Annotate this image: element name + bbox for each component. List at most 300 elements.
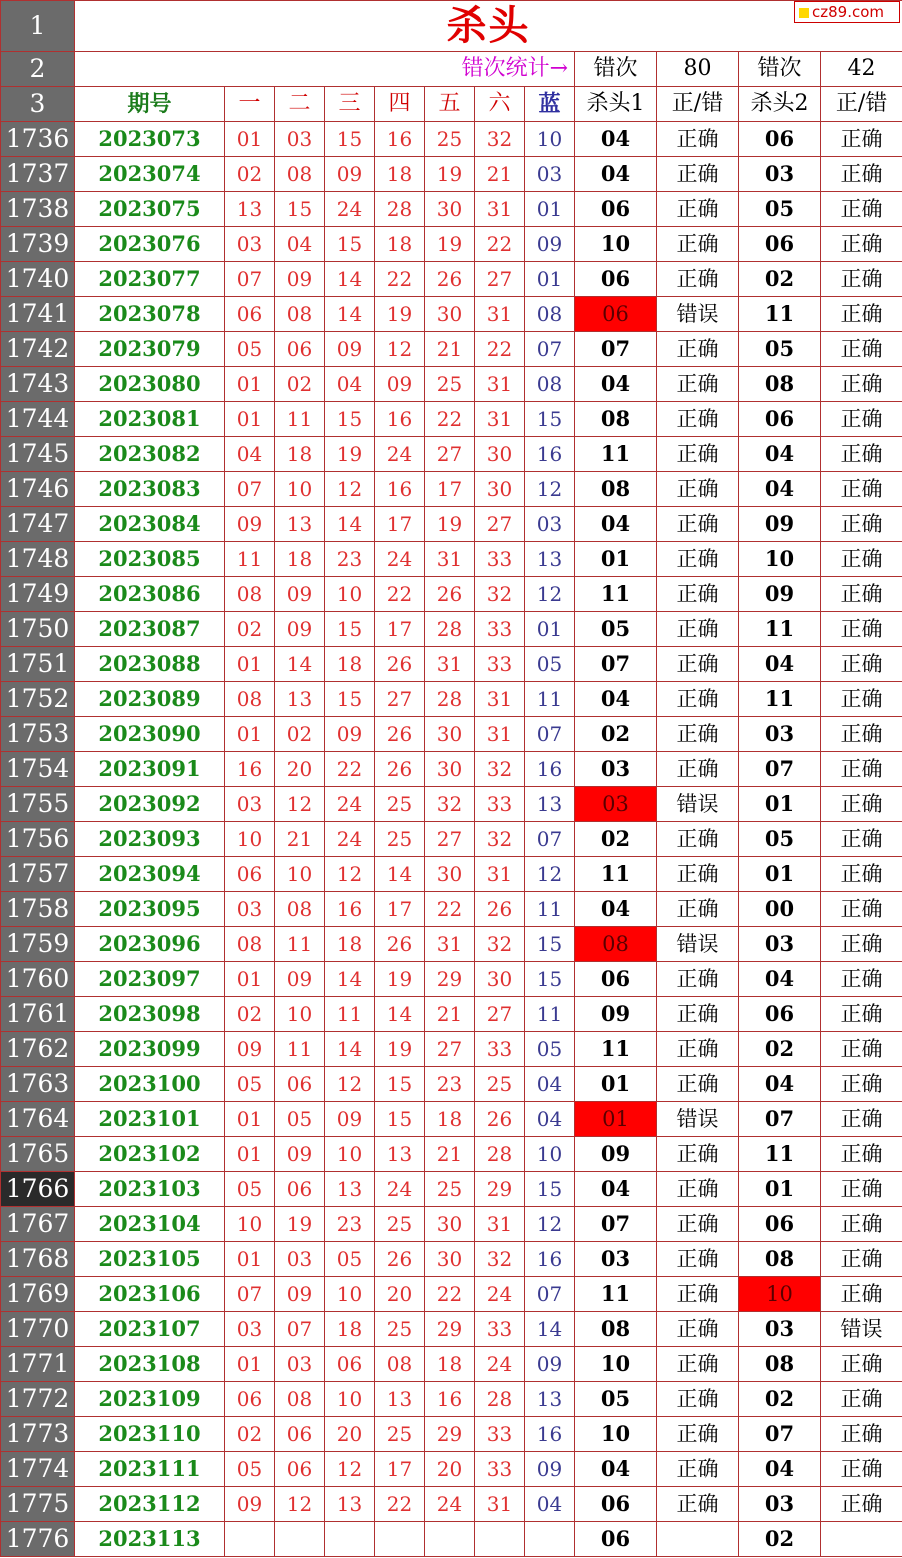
ball-cell[interactable]: 18	[325, 1312, 375, 1347]
ball-cell[interactable]: 21	[425, 997, 475, 1032]
ball-cell[interactable]: 28	[475, 1137, 525, 1172]
ball-cell[interactable]: 18	[425, 1102, 475, 1137]
period-cell[interactable]: 2023090	[75, 717, 225, 752]
period-cell[interactable]: 2023086	[75, 577, 225, 612]
ball-cell[interactable]: 27	[425, 1032, 475, 1067]
ball-cell[interactable]: 32	[475, 1242, 525, 1277]
ball-cell[interactable]: 09	[225, 507, 275, 542]
ball-cell[interactable]: 01	[225, 1242, 275, 1277]
kill-1-cell[interactable]: 04	[575, 122, 657, 157]
ball-cell[interactable]: 10	[325, 1382, 375, 1417]
kill-1-cell[interactable]: 08	[575, 1312, 657, 1347]
blue-ball-cell[interactable]: 16	[525, 752, 575, 787]
result-2-cell[interactable]: 正确	[821, 122, 902, 157]
ball-cell[interactable]: 33	[475, 1452, 525, 1487]
ball-cell[interactable]: 18	[375, 157, 425, 192]
kill-1-cell[interactable]: 01	[575, 1067, 657, 1102]
header-blue-ball[interactable]: 蓝	[525, 87, 575, 122]
kill-2-cell[interactable]: 05	[739, 192, 821, 227]
ball-cell[interactable]: 04	[275, 227, 325, 262]
ball-cell[interactable]: 30	[425, 857, 475, 892]
result-2-cell[interactable]: 正确	[821, 1207, 902, 1242]
ball-cell[interactable]: 13	[275, 507, 325, 542]
ball-cell[interactable]: 19	[425, 157, 475, 192]
result-1-cell[interactable]: 正确	[657, 1487, 739, 1522]
ball-cell[interactable]: 33	[475, 612, 525, 647]
ball-cell[interactable]: 08	[225, 927, 275, 962]
ball-cell[interactable]: 18	[275, 437, 325, 472]
ball-cell[interactable]: 08	[275, 157, 325, 192]
period-cell[interactable]: 2023082	[75, 437, 225, 472]
ball-cell[interactable]: 31	[475, 682, 525, 717]
ball-cell[interactable]: 03	[225, 1312, 275, 1347]
ball-cell[interactable]: 08	[375, 1347, 425, 1382]
period-cell[interactable]: 2023079	[75, 332, 225, 367]
ball-cell[interactable]: 06	[325, 1347, 375, 1382]
kill-2-cell[interactable]: 01	[739, 787, 821, 822]
result-1-cell[interactable]: 正确	[657, 1207, 739, 1242]
blue-ball-cell[interactable]: 08	[525, 297, 575, 332]
ball-cell[interactable]: 28	[375, 192, 425, 227]
ball-cell[interactable]: 01	[225, 647, 275, 682]
row-number[interactable]: 1745	[1, 437, 75, 472]
result-2-cell[interactable]: 正确	[821, 297, 902, 332]
period-cell[interactable]: 2023095	[75, 892, 225, 927]
ball-cell[interactable]: 28	[475, 1382, 525, 1417]
kill-1-cell[interactable]: 06	[575, 962, 657, 997]
kill-1-cell[interactable]: 03	[575, 752, 657, 787]
result-1-cell[interactable]: 正确	[657, 1067, 739, 1102]
kill-2-cell[interactable]: 06	[739, 402, 821, 437]
kill-2-cell[interactable]: 04	[739, 962, 821, 997]
ball-cell[interactable]: 33	[475, 1032, 525, 1067]
ball-cell[interactable]: 01	[225, 1102, 275, 1137]
blue-ball-cell[interactable]: 01	[525, 262, 575, 297]
kill-1-cell[interactable]: 06	[575, 262, 657, 297]
kill-1-cell[interactable]: 06	[575, 1487, 657, 1522]
result-2-cell[interactable]: 正确	[821, 1032, 902, 1067]
result-1-cell[interactable]: 正确	[657, 1382, 739, 1417]
kill-2-cell[interactable]: 07	[739, 1102, 821, 1137]
period-cell[interactable]: 2023081	[75, 402, 225, 437]
header-ball-2[interactable]: 二	[275, 87, 325, 122]
blue-ball-cell[interactable]: 13	[525, 1382, 575, 1417]
blue-ball-cell[interactable]: 07	[525, 1277, 575, 1312]
result-1-cell[interactable]: 正确	[657, 437, 739, 472]
ball-cell[interactable]: 27	[375, 682, 425, 717]
ball-cell[interactable]: 10	[225, 1207, 275, 1242]
kill-2-cell[interactable]: 06	[739, 122, 821, 157]
kill-2-cell[interactable]: 01	[739, 1172, 821, 1207]
ball-cell[interactable]: 07	[275, 1312, 325, 1347]
row-number[interactable]: 1768	[1, 1242, 75, 1277]
kill-1-cell[interactable]: 08	[575, 472, 657, 507]
ball-cell[interactable]: 07	[225, 1277, 275, 1312]
kill-2-cell[interactable]: 06	[739, 227, 821, 262]
ball-cell[interactable]: 13	[325, 1172, 375, 1207]
ball-cell[interactable]: 01	[225, 962, 275, 997]
ball-cell[interactable]: 31	[475, 1487, 525, 1522]
ball-cell[interactable]: 11	[325, 997, 375, 1032]
ball-cell[interactable]: 25	[475, 1067, 525, 1102]
result-2-cell[interactable]: 正确	[821, 402, 902, 437]
header-ball-4[interactable]: 四	[375, 87, 425, 122]
ball-cell[interactable]: 30	[425, 717, 475, 752]
result-2-cell[interactable]	[821, 1522, 902, 1557]
kill-2-cell[interactable]: 09	[739, 577, 821, 612]
kill-2-cell[interactable]: 10	[739, 542, 821, 577]
kill-1-cell[interactable]: 01	[575, 542, 657, 577]
result-2-cell[interactable]: 正确	[821, 892, 902, 927]
ball-cell[interactable]: 05	[325, 1242, 375, 1277]
kill-1-cell[interactable]: 11	[575, 577, 657, 612]
kill-2-cell[interactable]: 04	[739, 647, 821, 682]
blue-ball-cell[interactable]: 08	[525, 367, 575, 402]
ball-cell[interactable]: 14	[325, 507, 375, 542]
ball-cell[interactable]: 05	[225, 1452, 275, 1487]
ball-cell[interactable]: 09	[325, 1102, 375, 1137]
row-number[interactable]: 1755	[1, 787, 75, 822]
ball-cell[interactable]: 09	[275, 612, 325, 647]
ball-cell[interactable]: 14	[375, 997, 425, 1032]
period-cell[interactable]: 2023113	[75, 1522, 225, 1557]
result-2-cell[interactable]: 正确	[821, 822, 902, 857]
ball-cell[interactable]: 09	[275, 962, 325, 997]
ball-cell[interactable]: 22	[425, 1277, 475, 1312]
result-2-cell[interactable]: 正确	[821, 612, 902, 647]
row-number[interactable]: 1772	[1, 1382, 75, 1417]
ball-cell[interactable]: 12	[325, 1067, 375, 1102]
ball-cell[interactable]: 09	[275, 262, 325, 297]
period-cell[interactable]: 2023097	[75, 962, 225, 997]
row-number[interactable]: 1757	[1, 857, 75, 892]
ball-cell[interactable]: 12	[325, 1452, 375, 1487]
row-number[interactable]: 2	[1, 52, 75, 87]
result-2-cell[interactable]: 正确	[821, 787, 902, 822]
ball-cell[interactable]: 22	[425, 402, 475, 437]
result-2-cell[interactable]: 正确	[821, 437, 902, 472]
ball-cell[interactable]: 33	[475, 647, 525, 682]
ball-cell[interactable]: 10	[325, 577, 375, 612]
ball-cell[interactable]: 17	[375, 507, 425, 542]
ball-cell[interactable]: 09	[325, 717, 375, 752]
kill-1-cell[interactable]: 09	[575, 997, 657, 1032]
row-number[interactable]: 1759	[1, 927, 75, 962]
result-2-cell[interactable]: 错误	[821, 1312, 902, 1347]
blue-ball-cell[interactable]: 16	[525, 1242, 575, 1277]
kill-1-cell[interactable]: 04	[575, 682, 657, 717]
row-number[interactable]: 1762	[1, 1032, 75, 1067]
ball-cell[interactable]: 01	[225, 1347, 275, 1382]
ball-cell[interactable]: 03	[275, 122, 325, 157]
kill-2-cell[interactable]: 05	[739, 822, 821, 857]
row-number[interactable]: 1740	[1, 262, 75, 297]
period-cell[interactable]: 2023091	[75, 752, 225, 787]
ball-cell[interactable]: 14	[275, 647, 325, 682]
ball-cell[interactable]: 24	[325, 192, 375, 227]
ball-cell[interactable]: 30	[425, 297, 475, 332]
ball-cell[interactable]: 14	[325, 962, 375, 997]
ball-cell[interactable]: 21	[425, 1137, 475, 1172]
result-2-cell[interactable]: 正确	[821, 857, 902, 892]
blue-ball-cell[interactable]: 11	[525, 997, 575, 1032]
result-1-cell[interactable]: 正确	[657, 997, 739, 1032]
ball-cell[interactable]: 18	[375, 227, 425, 262]
ball-cell[interactable]: 15	[325, 612, 375, 647]
result-2-cell[interactable]: 正确	[821, 1417, 902, 1452]
row-number[interactable]: 1744	[1, 402, 75, 437]
result-2-cell[interactable]: 正确	[821, 542, 902, 577]
row-number[interactable]: 1769	[1, 1277, 75, 1312]
ball-cell[interactable]: 32	[475, 752, 525, 787]
ball-cell[interactable]: 26	[425, 262, 475, 297]
ball-cell[interactable]: 21	[425, 332, 475, 367]
ball-cell[interactable]: 02	[225, 997, 275, 1032]
kill-1-cell[interactable]: 03	[575, 1242, 657, 1277]
ball-cell[interactable]: 26	[475, 892, 525, 927]
ball-cell[interactable]: 12	[325, 472, 375, 507]
period-cell[interactable]: 2023093	[75, 822, 225, 857]
header-ball-1[interactable]: 一	[225, 87, 275, 122]
result-1-cell[interactable]: 正确	[657, 612, 739, 647]
period-cell[interactable]: 2023087	[75, 612, 225, 647]
kill-1-cell[interactable]: 07	[575, 332, 657, 367]
ball-cell[interactable]	[325, 1522, 375, 1557]
ball-cell[interactable]: 02	[225, 1417, 275, 1452]
result-1-cell[interactable]: 正确	[657, 752, 739, 787]
result-1-cell[interactable]: 正确	[657, 1242, 739, 1277]
ball-cell[interactable]: 17	[375, 1452, 425, 1487]
ball-cell[interactable]: 33	[475, 1312, 525, 1347]
ball-cell[interactable]: 33	[475, 1417, 525, 1452]
period-cell[interactable]: 2023109	[75, 1382, 225, 1417]
ball-cell[interactable]: 24	[375, 1172, 425, 1207]
ball-cell[interactable]	[375, 1522, 425, 1557]
row-number[interactable]: 1746	[1, 472, 75, 507]
period-cell[interactable]: 2023111	[75, 1452, 225, 1487]
row-number[interactable]: 1775	[1, 1487, 75, 1522]
kill-1-cell[interactable]: 08	[575, 927, 657, 962]
kill-2-cell[interactable]: 03	[739, 1312, 821, 1347]
ball-cell[interactable]: 26	[425, 577, 475, 612]
ball-cell[interactable]: 06	[275, 1172, 325, 1207]
period-cell[interactable]: 2023076	[75, 227, 225, 262]
result-1-cell[interactable]: 正确	[657, 1417, 739, 1452]
blue-ball-cell[interactable]: 16	[525, 437, 575, 472]
ball-cell[interactable]: 23	[325, 1207, 375, 1242]
ball-cell[interactable]: 30	[425, 752, 475, 787]
error-count-value-1[interactable]: 80	[657, 52, 739, 87]
ball-cell[interactable]: 13	[325, 1487, 375, 1522]
kill-1-cell[interactable]: 06	[575, 1522, 657, 1557]
ball-cell[interactable]: 28	[425, 612, 475, 647]
ball-cell[interactable]: 15	[325, 122, 375, 157]
ball-cell[interactable]: 10	[225, 822, 275, 857]
result-1-cell[interactable]: 正确	[657, 1452, 739, 1487]
ball-cell[interactable]: 07	[225, 472, 275, 507]
ball-cell[interactable]: 24	[475, 1347, 525, 1382]
result-1-cell[interactable]: 正确	[657, 122, 739, 157]
kill-1-cell[interactable]: 04	[575, 1172, 657, 1207]
result-2-cell[interactable]: 正确	[821, 262, 902, 297]
ball-cell[interactable]: 06	[275, 1067, 325, 1102]
ball-cell[interactable]: 09	[225, 1487, 275, 1522]
ball-cell[interactable]: 25	[375, 822, 425, 857]
ball-cell[interactable]: 20	[375, 1277, 425, 1312]
ball-cell[interactable]: 10	[325, 1277, 375, 1312]
header-ball-6[interactable]: 六	[475, 87, 525, 122]
ball-cell[interactable]: 26	[375, 647, 425, 682]
ball-cell[interactable]: 27	[425, 437, 475, 472]
ball-cell[interactable]: 24	[325, 822, 375, 857]
period-cell[interactable]: 2023083	[75, 472, 225, 507]
result-2-cell[interactable]: 正确	[821, 367, 902, 402]
period-cell[interactable]: 2023101	[75, 1102, 225, 1137]
ball-cell[interactable]: 12	[275, 787, 325, 822]
row-number[interactable]: 1771	[1, 1347, 75, 1382]
result-2-cell[interactable]: 正确	[821, 1172, 902, 1207]
kill-2-cell[interactable]: 09	[739, 507, 821, 542]
result-2-cell[interactable]: 正确	[821, 192, 902, 227]
result-2-cell[interactable]: 正确	[821, 1242, 902, 1277]
kill-2-cell[interactable]: 03	[739, 157, 821, 192]
ball-cell[interactable]: 10	[275, 997, 325, 1032]
result-1-cell[interactable]: 正确	[657, 157, 739, 192]
result-1-cell[interactable]: 错误	[657, 297, 739, 332]
row-number[interactable]: 1748	[1, 542, 75, 577]
kill-1-cell[interactable]: 04	[575, 892, 657, 927]
ball-cell[interactable]: 03	[275, 1347, 325, 1382]
ball-cell[interactable]: 10	[275, 472, 325, 507]
blue-ball-cell[interactable]: 09	[525, 1347, 575, 1382]
ball-cell[interactable]: 14	[325, 262, 375, 297]
row-number[interactable]: 1742	[1, 332, 75, 367]
row-number[interactable]: 1773	[1, 1417, 75, 1452]
result-2-cell[interactable]: 正确	[821, 507, 902, 542]
row-number[interactable]: 3	[1, 87, 75, 122]
kill-2-cell[interactable]: 03	[739, 717, 821, 752]
ball-cell[interactable]: 22	[475, 227, 525, 262]
kill-1-cell[interactable]: 11	[575, 437, 657, 472]
ball-cell[interactable]: 17	[425, 472, 475, 507]
kill-2-cell[interactable]: 10	[739, 1277, 821, 1312]
ball-cell[interactable]: 22	[375, 577, 425, 612]
result-1-cell[interactable]: 正确	[657, 332, 739, 367]
period-cell[interactable]: 2023075	[75, 192, 225, 227]
kill-2-cell[interactable]: 06	[739, 1207, 821, 1242]
ball-cell[interactable]: 29	[425, 962, 475, 997]
ball-cell[interactable]: 10	[325, 1137, 375, 1172]
ball-cell[interactable]: 32	[475, 577, 525, 612]
blue-ball-cell[interactable]: 12	[525, 577, 575, 612]
ball-cell[interactable]: 06	[275, 1452, 325, 1487]
row-number[interactable]: 1751	[1, 647, 75, 682]
ball-cell[interactable]: 04	[325, 367, 375, 402]
error-stat-label[interactable]: 错次统计→	[75, 52, 575, 87]
result-2-cell[interactable]: 正确	[821, 577, 902, 612]
kill-2-cell[interactable]: 05	[739, 332, 821, 367]
ball-cell[interactable]: 23	[325, 542, 375, 577]
blue-ball-cell[interactable]: 12	[525, 1207, 575, 1242]
ball-cell[interactable]: 18	[275, 542, 325, 577]
ball-cell[interactable]: 32	[425, 787, 475, 822]
sheet-title[interactable]: 杀头	[75, 1, 902, 52]
result-2-cell[interactable]: 正确	[821, 1137, 902, 1172]
kill-1-cell[interactable]: 04	[575, 507, 657, 542]
header-ball-5[interactable]: 五	[425, 87, 475, 122]
result-2-cell[interactable]: 正确	[821, 1452, 902, 1487]
kill-1-cell[interactable]: 02	[575, 717, 657, 752]
result-1-cell[interactable]: 正确	[657, 1137, 739, 1172]
ball-cell[interactable]: 06	[225, 1382, 275, 1417]
ball-cell[interactable]: 22	[375, 1487, 425, 1522]
kill-2-cell[interactable]: 04	[739, 1067, 821, 1102]
result-2-cell[interactable]: 正确	[821, 752, 902, 787]
result-2-cell[interactable]: 正确	[821, 997, 902, 1032]
ball-cell[interactable]: 01	[225, 367, 275, 402]
ball-cell[interactable]: 13	[275, 682, 325, 717]
blue-ball-cell[interactable]: 12	[525, 857, 575, 892]
ball-cell[interactable]	[275, 1522, 325, 1557]
header-kill-2[interactable]: 杀头2	[739, 87, 821, 122]
ball-cell[interactable]: 05	[275, 1102, 325, 1137]
ball-cell[interactable]: 08	[225, 682, 275, 717]
result-1-cell[interactable]: 正确	[657, 647, 739, 682]
kill-1-cell[interactable]: 05	[575, 1382, 657, 1417]
ball-cell[interactable]: 13	[225, 192, 275, 227]
row-number[interactable]: 1754	[1, 752, 75, 787]
period-cell[interactable]: 2023098	[75, 997, 225, 1032]
result-2-cell[interactable]: 正确	[821, 927, 902, 962]
result-1-cell[interactable]: 正确	[657, 892, 739, 927]
ball-cell[interactable]: 20	[325, 1417, 375, 1452]
kill-1-cell[interactable]: 05	[575, 612, 657, 647]
kill-2-cell[interactable]: 08	[739, 1347, 821, 1382]
ball-cell[interactable]: 25	[375, 1312, 425, 1347]
kill-1-cell[interactable]: 07	[575, 1207, 657, 1242]
blue-ball-cell[interactable]: 05	[525, 647, 575, 682]
result-2-cell[interactable]: 正确	[821, 1277, 902, 1312]
ball-cell[interactable]: 06	[225, 297, 275, 332]
result-2-cell[interactable]: 正确	[821, 1382, 902, 1417]
ball-cell[interactable]: 27	[425, 822, 475, 857]
kill-2-cell[interactable]: 02	[739, 1382, 821, 1417]
result-1-cell[interactable]: 正确	[657, 192, 739, 227]
ball-cell[interactable]: 08	[225, 577, 275, 612]
header-result-1[interactable]: 正/错	[657, 87, 739, 122]
result-1-cell[interactable]: 正确	[657, 1032, 739, 1067]
kill-2-cell[interactable]: 06	[739, 997, 821, 1032]
result-2-cell[interactable]: 正确	[821, 332, 902, 367]
ball-cell[interactable]: 30	[475, 472, 525, 507]
ball-cell[interactable]: 27	[475, 997, 525, 1032]
kill-2-cell[interactable]: 08	[739, 367, 821, 402]
ball-cell[interactable]: 24	[375, 542, 425, 577]
kill-2-cell[interactable]: 11	[739, 682, 821, 717]
period-cell[interactable]: 2023080	[75, 367, 225, 402]
ball-cell[interactable]: 19	[325, 437, 375, 472]
ball-cell[interactable]: 17	[375, 612, 425, 647]
ball-cell[interactable]: 26	[375, 752, 425, 787]
ball-cell[interactable]: 16	[225, 752, 275, 787]
row-number[interactable]: 1749	[1, 577, 75, 612]
ball-cell[interactable]: 08	[275, 297, 325, 332]
ball-cell[interactable]: 03	[275, 1242, 325, 1277]
ball-cell[interactable]: 02	[275, 717, 325, 752]
ball-cell[interactable]: 26	[375, 927, 425, 962]
kill-1-cell[interactable]: 04	[575, 157, 657, 192]
ball-cell[interactable]: 19	[375, 962, 425, 997]
